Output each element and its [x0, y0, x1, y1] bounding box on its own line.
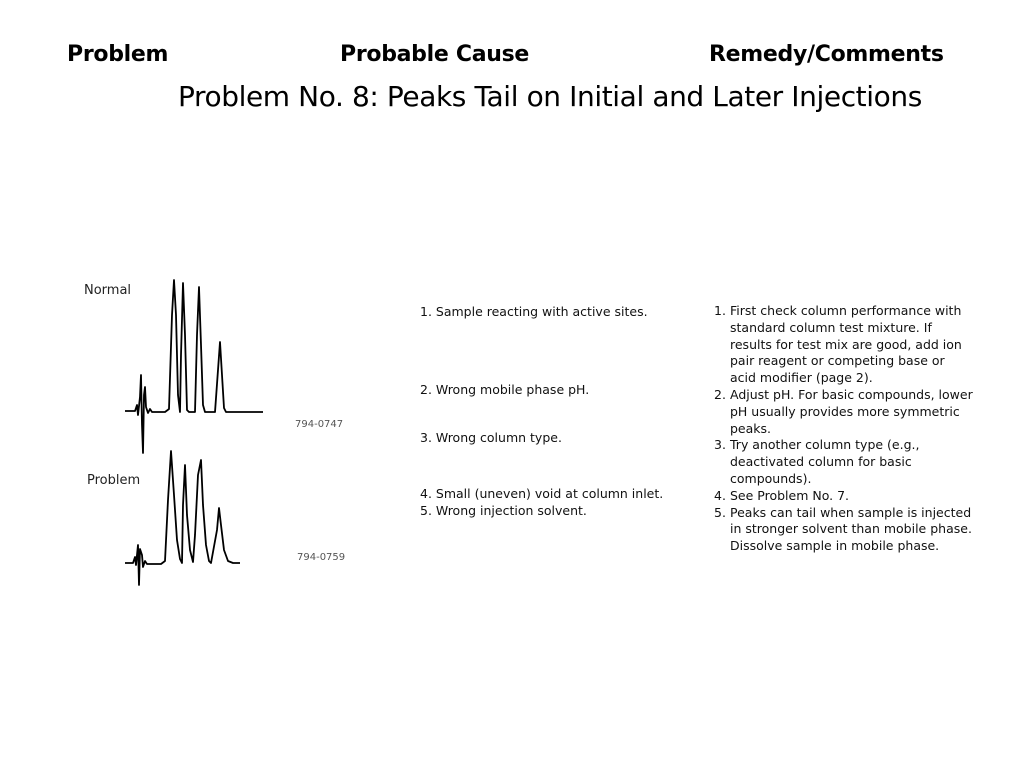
problem-figure-id: 794-0759 [297, 552, 346, 563]
normal-figure-id: 794-0747 [295, 419, 344, 430]
remedy-item: 3. Try another column type (e.g., deactivated column for basic compounds). [714, 437, 920, 486]
cause-item: 4. Small (uneven) void at column inlet. [420, 486, 664, 501]
problem-label: Problem [87, 473, 141, 488]
remedy-list [714, 303, 974, 555]
slide-title: Problem No. 8: Peaks Tail on Initial and Later Injections [178, 80, 922, 113]
header-probable-cause: Probable Cause [340, 42, 530, 67]
remedy-item: 1. First check column performance with standard column test mixture. If results for test mix are good, add ion pair reagent or competing base or acid modifier (page 2). [714, 303, 962, 386]
header-problem: Problem [67, 42, 169, 67]
normal-label: Normal [84, 283, 132, 298]
remedy-item: 5. Peaks can tail when sample is injected in stronger solvent than mobile phase. Dissolve sample in mobile phase. [714, 504, 972, 554]
header-remedy-comments: Remedy/Comments [709, 42, 944, 67]
normal-chromatogram [125, 275, 265, 460]
cause-item: 1. Sample reacting with active sites. [420, 304, 648, 319]
cause-item: 3. Wrong column type. [420, 430, 562, 445]
cause-item: 5. Wrong injection solvent. [420, 503, 587, 518]
remedy-item: 4. See Problem No. 7. [714, 487, 850, 503]
problem-chromatogram [125, 445, 265, 590]
remedy-item: 2. Adjust pH. For basic compounds, lower pH usually provides more symmetric peaks. [714, 386, 973, 436]
cause-item: 2. Wrong mobile phase pH. [420, 382, 590, 397]
